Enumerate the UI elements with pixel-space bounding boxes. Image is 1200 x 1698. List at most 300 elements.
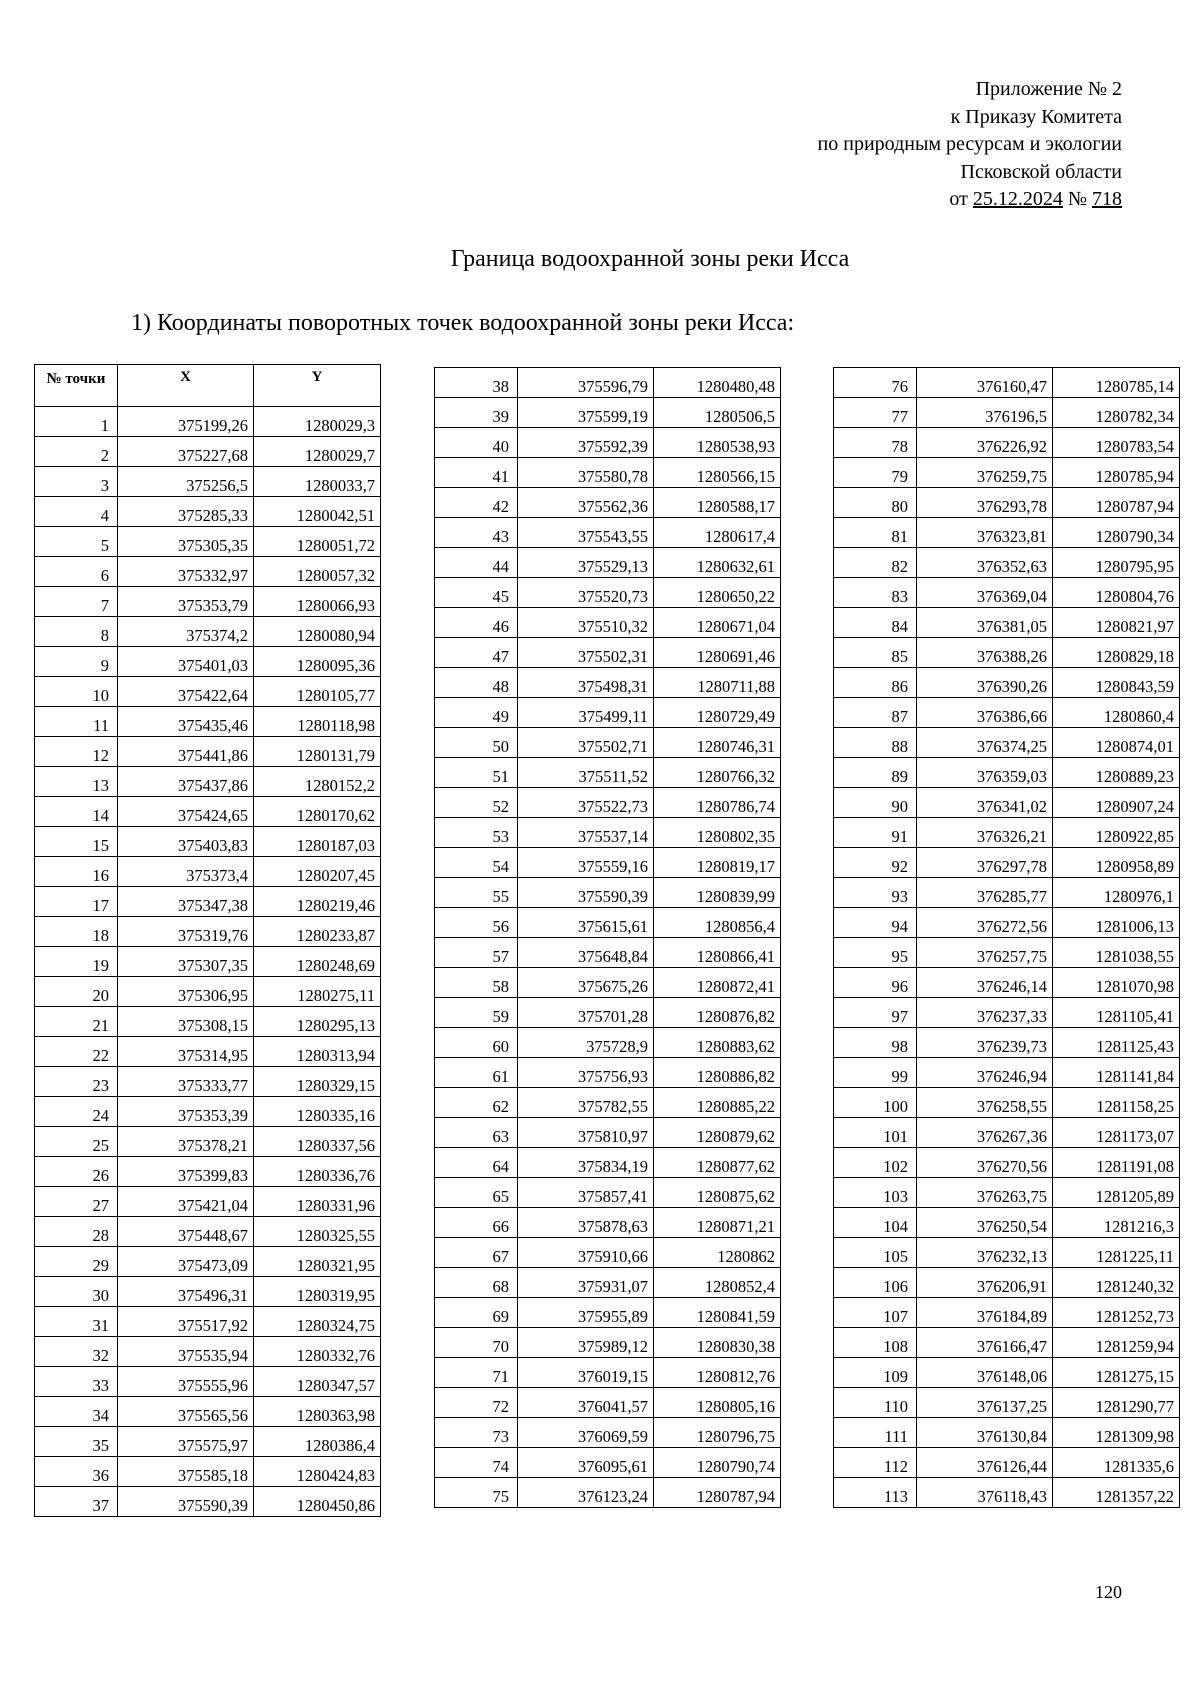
table-row	[834, 578, 1180, 608]
point-number-cell: 40	[435, 428, 518, 458]
y-coordinate-cell: 1281259,94	[1053, 1328, 1180, 1358]
table-row	[834, 1268, 1180, 1298]
point-number-cell: 92	[834, 848, 917, 878]
point-number-cell: 79	[834, 458, 917, 488]
table-row	[35, 407, 381, 437]
point-number-cell: 2	[35, 437, 118, 467]
x-coordinate-cell: 375332,97	[118, 557, 254, 587]
table-row	[435, 818, 781, 848]
table-row	[834, 638, 1180, 668]
table-row	[35, 1307, 381, 1337]
point-number-cell: 52	[435, 788, 518, 818]
x-coordinate-cell: 375256,5	[118, 467, 254, 497]
point-number-cell: 56	[435, 908, 518, 938]
point-number-cell: 19	[35, 947, 118, 977]
table-row	[435, 758, 781, 788]
table-row	[834, 1478, 1180, 1508]
x-coordinate-cell: 375592,39	[518, 428, 654, 458]
x-coordinate-cell: 376148,06	[917, 1358, 1053, 1388]
point-number-cell: 33	[35, 1367, 118, 1397]
table-row	[435, 1208, 781, 1238]
point-number-cell: 7	[35, 587, 118, 617]
point-number-cell: 44	[435, 548, 518, 578]
point-number-cell: 106	[834, 1268, 917, 1298]
y-coordinate-cell: 1280325,55	[254, 1217, 381, 1247]
x-coordinate-cell: 376232,13	[917, 1238, 1053, 1268]
table-row	[435, 728, 781, 758]
x-coordinate-cell: 375307,35	[118, 947, 254, 977]
point-number-cell: 97	[834, 998, 917, 1028]
x-coordinate-cell: 375596,79	[518, 368, 654, 398]
y-coordinate-cell: 1281105,41	[1053, 998, 1180, 1028]
table-row	[435, 668, 781, 698]
table-row	[35, 1397, 381, 1427]
y-coordinate-cell: 1280321,95	[254, 1247, 381, 1277]
x-coordinate-cell: 376263,75	[917, 1178, 1053, 1208]
table-row	[35, 1127, 381, 1157]
y-coordinate-cell: 1280118,98	[254, 707, 381, 737]
point-number-cell: 70	[435, 1328, 518, 1358]
x-coordinate-cell: 376160,47	[917, 368, 1053, 398]
y-coordinate-cell: 1281006,13	[1053, 908, 1180, 938]
y-coordinate-cell: 1280795,95	[1053, 548, 1180, 578]
point-number-cell: 111	[834, 1418, 917, 1448]
table-row	[435, 488, 781, 518]
point-number-cell: 82	[834, 548, 917, 578]
point-number-cell: 61	[435, 1058, 518, 1088]
x-coordinate-cell: 375285,33	[118, 497, 254, 527]
x-coordinate-cell: 375502,71	[518, 728, 654, 758]
table-row	[35, 767, 381, 797]
x-coordinate-cell: 375728,9	[518, 1028, 654, 1058]
x-coordinate-cell: 376257,75	[917, 938, 1053, 968]
table-row	[35, 1067, 381, 1097]
point-number-cell: 32	[35, 1337, 118, 1367]
point-number-cell: 86	[834, 668, 917, 698]
x-coordinate-cell: 375435,46	[118, 707, 254, 737]
coordinates-table-1	[34, 364, 381, 1517]
y-coordinate-cell: 1281141,84	[1053, 1058, 1180, 1088]
point-number-cell: 98	[834, 1028, 917, 1058]
point-number-cell: 64	[435, 1148, 518, 1178]
x-coordinate-cell: 375353,39	[118, 1097, 254, 1127]
point-number-cell: 34	[35, 1397, 118, 1427]
table-row	[35, 1247, 381, 1277]
table-row	[834, 938, 1180, 968]
x-coordinate-cell: 375308,15	[118, 1007, 254, 1037]
x-coordinate-cell: 375701,28	[518, 998, 654, 1028]
x-coordinate-cell: 376390,26	[917, 668, 1053, 698]
point-number-cell: 49	[435, 698, 518, 728]
x-coordinate-cell: 375535,94	[118, 1337, 254, 1367]
point-number-cell: 100	[834, 1088, 917, 1118]
x-coordinate-cell: 375575,97	[118, 1427, 254, 1457]
table-row	[834, 728, 1180, 758]
x-coordinate-cell: 375522,73	[518, 788, 654, 818]
y-coordinate-cell: 1280879,62	[654, 1118, 781, 1148]
point-number-cell: 103	[834, 1178, 917, 1208]
x-coordinate-cell: 376166,47	[917, 1328, 1053, 1358]
y-coordinate-cell: 1280805,16	[654, 1388, 781, 1418]
y-coordinate-cell: 1280105,77	[254, 677, 381, 707]
y-coordinate-cell: 1280332,76	[254, 1337, 381, 1367]
point-number-cell: 26	[35, 1157, 118, 1187]
x-coordinate-cell: 375648,84	[518, 938, 654, 968]
y-coordinate-cell: 1280866,41	[654, 938, 781, 968]
y-coordinate-cell: 1280821,97	[1053, 608, 1180, 638]
point-number-cell: 3	[35, 467, 118, 497]
y-coordinate-cell: 1280170,62	[254, 797, 381, 827]
point-number-cell: 89	[834, 758, 917, 788]
point-number-cell: 93	[834, 878, 917, 908]
point-number-cell: 108	[834, 1328, 917, 1358]
y-coordinate-cell: 1280363,98	[254, 1397, 381, 1427]
x-coordinate-cell: 375580,78	[518, 458, 654, 488]
y-coordinate-cell: 1280671,04	[654, 608, 781, 638]
y-coordinate-cell: 1280782,34	[1053, 398, 1180, 428]
y-coordinate-cell: 1280324,75	[254, 1307, 381, 1337]
table-row	[35, 947, 381, 977]
x-coordinate-cell: 376184,89	[917, 1298, 1053, 1328]
x-coordinate-cell: 375543,55	[518, 518, 654, 548]
x-coordinate-cell: 375498,31	[518, 668, 654, 698]
y-coordinate-cell: 1280787,94	[654, 1478, 781, 1508]
x-coordinate-cell: 376272,56	[917, 908, 1053, 938]
table-row	[435, 1148, 781, 1178]
point-number-cell: 77	[834, 398, 917, 428]
y-coordinate-cell: 1280207,45	[254, 857, 381, 887]
x-coordinate-cell: 376293,78	[917, 488, 1053, 518]
table-row	[35, 1157, 381, 1187]
y-coordinate-cell: 1280843,59	[1053, 668, 1180, 698]
point-number-cell: 59	[435, 998, 518, 1028]
point-number-cell: 35	[35, 1427, 118, 1457]
point-number-cell: 55	[435, 878, 518, 908]
point-number-cell: 53	[435, 818, 518, 848]
y-coordinate-cell: 1280029,3	[254, 407, 381, 437]
x-coordinate-cell: 376326,21	[917, 818, 1053, 848]
table-row	[435, 518, 781, 548]
point-number-cell: 95	[834, 938, 917, 968]
y-coordinate-cell: 1280746,31	[654, 728, 781, 758]
x-coordinate-cell: 375910,66	[518, 1238, 654, 1268]
table-row	[435, 788, 781, 818]
x-coordinate-cell: 376369,04	[917, 578, 1053, 608]
table-row	[834, 1448, 1180, 1478]
point-number-cell: 88	[834, 728, 917, 758]
table-row	[35, 1097, 381, 1127]
point-number-cell: 12	[35, 737, 118, 767]
point-number-cell: 16	[35, 857, 118, 887]
x-coordinate-cell: 375562,36	[518, 488, 654, 518]
header-line: по природным ресурсам и экологии	[817, 133, 1122, 156]
table-row	[35, 737, 381, 767]
x-coordinate-cell: 375834,19	[518, 1148, 654, 1178]
header-y: Y	[254, 365, 381, 407]
y-coordinate-cell: 1280650,22	[654, 578, 781, 608]
point-number-cell: 109	[834, 1358, 917, 1388]
table-row	[834, 998, 1180, 1028]
y-coordinate-cell: 1281252,73	[1053, 1298, 1180, 1328]
point-number-cell: 41	[435, 458, 518, 488]
table-row	[435, 1118, 781, 1148]
table-row	[435, 848, 781, 878]
x-coordinate-cell: 376237,33	[917, 998, 1053, 1028]
document-title: Граница водоохранной зоны реки Исса	[450, 246, 850, 272]
point-number-cell: 91	[834, 818, 917, 848]
y-coordinate-cell: 1280907,24	[1053, 788, 1180, 818]
y-coordinate-cell: 1281335,6	[1053, 1448, 1180, 1478]
x-coordinate-cell: 375473,09	[118, 1247, 254, 1277]
x-coordinate-cell: 376381,05	[917, 608, 1053, 638]
y-coordinate-cell: 1281038,55	[1053, 938, 1180, 968]
table-row	[435, 578, 781, 608]
table-row	[834, 1148, 1180, 1178]
point-number-cell: 74	[435, 1448, 518, 1478]
point-number-cell: 45	[435, 578, 518, 608]
point-number-cell: 80	[834, 488, 917, 518]
table-row	[35, 857, 381, 887]
table-row	[435, 1028, 781, 1058]
x-coordinate-cell: 376250,54	[917, 1208, 1053, 1238]
y-coordinate-cell: 1281205,89	[1053, 1178, 1180, 1208]
table-row	[35, 467, 381, 497]
table-row	[834, 1118, 1180, 1148]
x-coordinate-cell: 375559,16	[518, 848, 654, 878]
y-coordinate-cell: 1280617,4	[654, 518, 781, 548]
header-line: Приложение № 2	[975, 78, 1122, 100]
y-coordinate-cell: 1280066,93	[254, 587, 381, 617]
y-coordinate-cell: 1281225,11	[1053, 1238, 1180, 1268]
number-sign: №	[1067, 188, 1087, 211]
point-number-cell: 51	[435, 758, 518, 788]
y-coordinate-cell: 1280796,75	[654, 1418, 781, 1448]
x-coordinate-cell: 376359,03	[917, 758, 1053, 788]
table-row	[435, 368, 781, 398]
table-row	[35, 887, 381, 917]
x-coordinate-cell: 375403,83	[118, 827, 254, 857]
point-number-cell: 71	[435, 1358, 518, 1388]
point-number-cell: 76	[834, 368, 917, 398]
table-row	[435, 548, 781, 578]
table-row	[35, 827, 381, 857]
y-coordinate-cell: 1281357,22	[1053, 1478, 1180, 1508]
point-number-cell: 67	[435, 1238, 518, 1268]
x-coordinate-cell: 376258,55	[917, 1088, 1053, 1118]
x-coordinate-cell: 375373,4	[118, 857, 254, 887]
x-coordinate-cell: 376270,56	[917, 1148, 1053, 1178]
y-coordinate-cell: 1280830,38	[654, 1328, 781, 1358]
x-coordinate-cell: 375399,83	[118, 1157, 254, 1187]
point-number-cell: 5	[35, 527, 118, 557]
point-number-cell: 24	[35, 1097, 118, 1127]
table-row	[35, 707, 381, 737]
table-row	[834, 1088, 1180, 1118]
point-number-cell: 50	[435, 728, 518, 758]
table-row	[834, 1178, 1180, 1208]
y-coordinate-cell: 1280819,17	[654, 848, 781, 878]
y-coordinate-cell: 1280295,13	[254, 1007, 381, 1037]
x-coordinate-cell: 376069,59	[518, 1418, 654, 1448]
x-coordinate-cell: 375878,63	[518, 1208, 654, 1238]
x-coordinate-cell: 375378,21	[118, 1127, 254, 1157]
y-coordinate-cell: 1281173,07	[1053, 1118, 1180, 1148]
table-row	[435, 638, 781, 668]
x-coordinate-cell: 376352,63	[917, 548, 1053, 578]
y-coordinate-cell: 1280877,62	[654, 1148, 781, 1178]
point-number-cell: 68	[435, 1268, 518, 1298]
point-number-cell: 23	[35, 1067, 118, 1097]
y-coordinate-cell: 1280958,89	[1053, 848, 1180, 878]
y-coordinate-cell: 1280812,76	[654, 1358, 781, 1388]
table-row	[35, 437, 381, 467]
y-coordinate-cell: 1280319,95	[254, 1277, 381, 1307]
x-coordinate-cell: 376041,57	[518, 1388, 654, 1418]
table-row	[35, 1367, 381, 1397]
x-coordinate-cell: 376259,75	[917, 458, 1053, 488]
x-coordinate-cell: 376118,43	[917, 1478, 1053, 1508]
x-coordinate-cell: 375305,35	[118, 527, 254, 557]
table-row	[435, 908, 781, 938]
x-coordinate-cell: 376196,5	[917, 398, 1053, 428]
point-number-cell: 36	[35, 1457, 118, 1487]
point-number-cell: 113	[834, 1478, 917, 1508]
point-number-cell: 87	[834, 698, 917, 728]
table-row	[35, 1457, 381, 1487]
y-coordinate-cell: 1280057,32	[254, 557, 381, 587]
coordinates-table-2	[434, 367, 781, 1508]
x-coordinate-cell: 376386,66	[917, 698, 1053, 728]
point-number-cell: 90	[834, 788, 917, 818]
point-number-cell: 8	[35, 617, 118, 647]
y-coordinate-cell: 1280131,79	[254, 737, 381, 767]
table-row	[834, 788, 1180, 818]
x-coordinate-cell: 375565,56	[118, 1397, 254, 1427]
y-coordinate-cell: 1280889,23	[1053, 758, 1180, 788]
point-number-cell: 112	[834, 1448, 917, 1478]
page-number: 120	[1095, 1582, 1122, 1602]
point-number-cell: 15	[35, 827, 118, 857]
table-row	[435, 968, 781, 998]
point-number-cell: 13	[35, 767, 118, 797]
x-coordinate-cell: 375599,19	[518, 398, 654, 428]
y-coordinate-cell: 1280691,46	[654, 638, 781, 668]
x-coordinate-cell: 376297,78	[917, 848, 1053, 878]
point-number-cell: 105	[834, 1238, 917, 1268]
header-x: X	[118, 365, 254, 407]
header-point-number: № точки	[35, 365, 118, 407]
x-coordinate-cell: 375227,68	[118, 437, 254, 467]
order-date: 25.12.2024	[972, 188, 1063, 211]
y-coordinate-cell: 1280450,86	[254, 1487, 381, 1517]
table-row	[834, 428, 1180, 458]
point-number-cell: 57	[435, 938, 518, 968]
table-row	[35, 1487, 381, 1517]
point-number-cell: 6	[35, 557, 118, 587]
x-coordinate-cell: 375520,73	[518, 578, 654, 608]
point-number-cell: 10	[35, 677, 118, 707]
table-row	[35, 647, 381, 677]
x-coordinate-cell: 375675,26	[518, 968, 654, 998]
point-number-cell: 11	[35, 707, 118, 737]
point-number-cell: 110	[834, 1388, 917, 1418]
table-row	[435, 1088, 781, 1118]
point-number-cell: 27	[35, 1187, 118, 1217]
point-number-cell: 38	[435, 368, 518, 398]
x-coordinate-cell: 375199,26	[118, 407, 254, 437]
y-coordinate-cell: 1280841,59	[654, 1298, 781, 1328]
point-number-cell: 20	[35, 977, 118, 1007]
point-number-cell: 43	[435, 518, 518, 548]
y-coordinate-cell: 1280804,76	[1053, 578, 1180, 608]
x-coordinate-cell: 375448,67	[118, 1217, 254, 1247]
x-coordinate-cell: 375555,96	[118, 1367, 254, 1397]
table-row	[35, 527, 381, 557]
point-number-cell: 102	[834, 1148, 917, 1178]
y-coordinate-cell: 1280839,99	[654, 878, 781, 908]
x-coordinate-cell: 375319,76	[118, 917, 254, 947]
x-coordinate-cell: 376267,36	[917, 1118, 1053, 1148]
point-number-cell: 99	[834, 1058, 917, 1088]
y-coordinate-cell: 1281216,3	[1053, 1208, 1180, 1238]
y-coordinate-cell: 1280480,48	[654, 368, 781, 398]
table-row	[35, 977, 381, 1007]
x-coordinate-cell: 376123,24	[518, 1478, 654, 1508]
y-coordinate-cell: 1280335,16	[254, 1097, 381, 1127]
y-coordinate-cell: 1281191,08	[1053, 1148, 1180, 1178]
point-number-cell: 58	[435, 968, 518, 998]
y-coordinate-cell: 1280883,62	[654, 1028, 781, 1058]
table-row	[834, 698, 1180, 728]
x-coordinate-cell: 375421,04	[118, 1187, 254, 1217]
table-row	[834, 1058, 1180, 1088]
x-coordinate-cell: 375931,07	[518, 1268, 654, 1298]
header-line: Псковской области	[960, 160, 1122, 183]
x-coordinate-cell: 375424,65	[118, 797, 254, 827]
table-row	[435, 398, 781, 428]
y-coordinate-cell: 1280790,34	[1053, 518, 1180, 548]
table-row	[435, 1268, 781, 1298]
x-coordinate-cell: 375502,31	[518, 638, 654, 668]
point-number-cell: 47	[435, 638, 518, 668]
x-coordinate-cell: 376095,61	[518, 1448, 654, 1478]
y-coordinate-cell: 1280786,74	[654, 788, 781, 818]
y-coordinate-cell: 1280336,76	[254, 1157, 381, 1187]
point-number-cell: 84	[834, 608, 917, 638]
table-row	[834, 1418, 1180, 1448]
y-coordinate-cell: 1280566,15	[654, 458, 781, 488]
x-coordinate-cell: 375529,13	[518, 548, 654, 578]
y-coordinate-cell: 1281125,43	[1053, 1028, 1180, 1058]
point-number-cell: 60	[435, 1028, 518, 1058]
x-coordinate-cell: 375437,86	[118, 767, 254, 797]
y-coordinate-cell: 1281070,98	[1053, 968, 1180, 998]
order-number: 718	[1092, 188, 1122, 211]
table-row	[35, 497, 381, 527]
point-number-cell: 85	[834, 638, 917, 668]
point-number-cell: 22	[35, 1037, 118, 1067]
table-row	[35, 1007, 381, 1037]
x-coordinate-cell: 376323,81	[917, 518, 1053, 548]
table-row	[435, 1328, 781, 1358]
table-row	[834, 608, 1180, 638]
point-number-cell: 17	[35, 887, 118, 917]
y-coordinate-cell: 1280313,94	[254, 1037, 381, 1067]
table-row	[834, 488, 1180, 518]
point-number-cell: 39	[435, 398, 518, 428]
x-coordinate-cell: 375314,95	[118, 1037, 254, 1067]
table-row	[435, 458, 781, 488]
